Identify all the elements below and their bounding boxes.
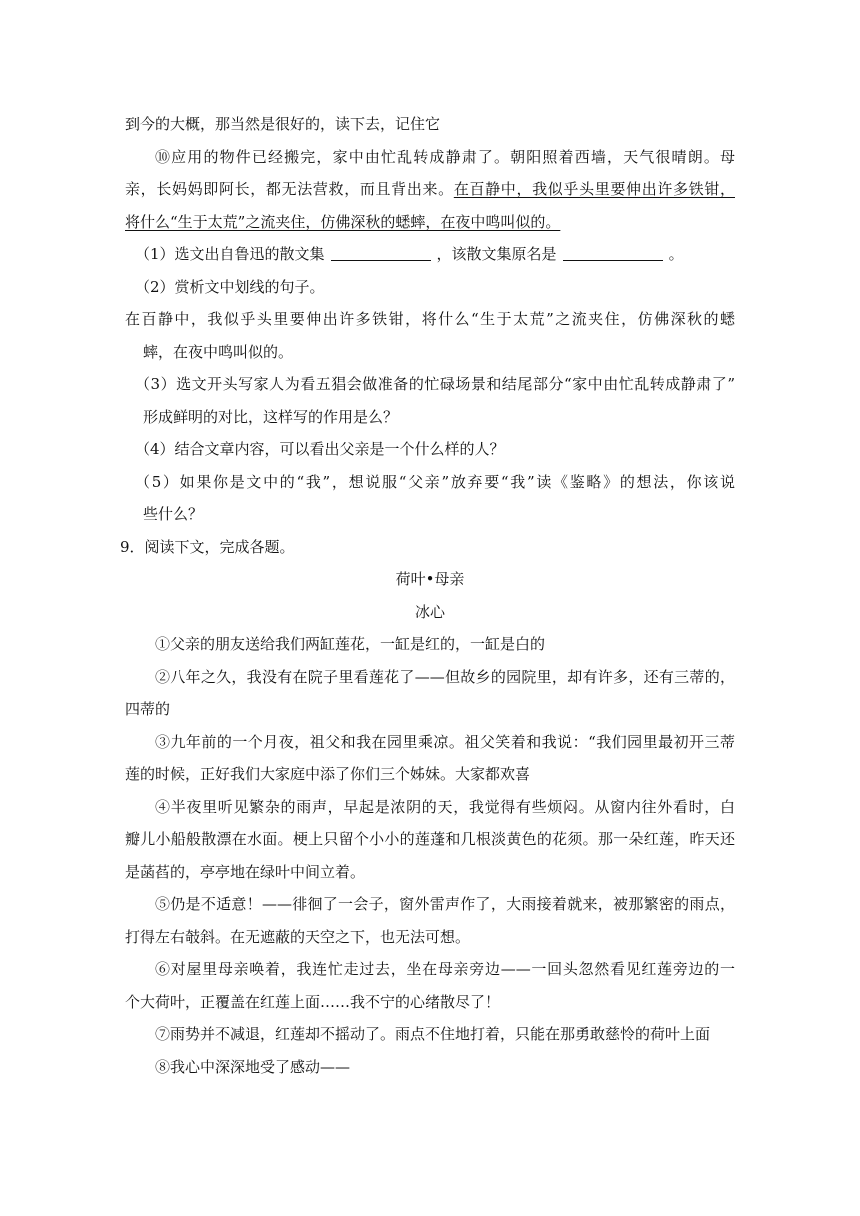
paragraph-text: 打得左右攲斜。在无遮蔽的天空之下，也无法可想。 <box>125 927 471 946</box>
paragraph-line <box>125 1018 735 1051</box>
article-paragraph <box>125 888 735 953</box>
paragraph-line <box>125 693 735 726</box>
question-text: （1）选文出自鲁迅的散文集 <box>135 245 325 263</box>
paragraph-text: 个大荷叶，正覆盖在红莲上面……我不宁的心绪散尽了！ <box>125 992 501 1011</box>
paragraph-text: 半夜里听见繁杂的雨声，早起是浓阴的天，我觉得有些烦闷。从窗内往外看时，白 <box>170 797 735 816</box>
paragraph-line <box>125 791 735 824</box>
passage-line: 到今的大概，那当然是很好的，读下去，记住它 <box>125 115 441 133</box>
paragraph-text: 亲，长妈妈即阿长，都无法营救，而且背出来。 <box>125 180 454 198</box>
article-body <box>125 628 735 1083</box>
paragraph-text: 八年之久，我没有在院子里看莲花了——但故乡的园院里，却有许多，还有三蒂的， <box>170 667 735 686</box>
paragraph-marker: ⑥ <box>155 960 171 978</box>
paragraph-text: 九年前的一个月夜，祖父和我在园里乘凉。祖父笑着和我说：“我们园里最初开三蒂 <box>170 732 735 751</box>
paragraph-marker: ⑩ <box>155 147 172 166</box>
paragraph-marker: ③ <box>155 732 171 751</box>
article-paragraph <box>125 726 735 791</box>
paragraph-text: 四蒂的 <box>125 700 171 718</box>
paragraph-text: 仍是不适意！——徘徊了一会子，窗外雷声作了，大雨接着就来，被那繁密的雨点， <box>170 895 735 913</box>
article-paragraph <box>125 661 735 726</box>
quoted-sentence: 在百静中，我似乎头里要伸出许多铁钳，将什么“生于太荒”之流夹住，仿佛深秋的蟋 <box>125 310 735 328</box>
paragraph-marker: ⑤ <box>155 895 171 913</box>
paragraph-text: 应用的物件已经搬完，家中由忙乱转成静肃了。朝阳照着西墙，天气很晴朗。母 <box>171 147 735 166</box>
article-paragraph <box>125 953 735 1018</box>
paragraph-line <box>125 758 735 791</box>
paragraph-text: 对屋里母亲唤着，我连忙走过去，坐在母亲旁边——一回头忽然看见红莲旁边的一 <box>170 960 735 978</box>
question-3: （3）选文开头写家人为看五猖会做准备的忙碌场景和结尾部分“家中由忙乱转成静肃了” <box>135 375 735 393</box>
article-paragraph <box>125 1018 735 1051</box>
paragraph-line <box>125 726 735 759</box>
paragraph-line <box>125 823 735 856</box>
paragraph-line <box>125 888 735 921</box>
paragraph-line <box>125 628 735 661</box>
underlined-sentence: 在百静中，我似乎头里要伸出许多铁钳， <box>453 180 735 198</box>
question-3-continued: 形成鲜明的对比，这样写的作用是么？ <box>143 407 399 426</box>
paragraph-line <box>125 986 735 1019</box>
article-paragraph <box>125 791 735 889</box>
paragraph-line <box>125 921 735 954</box>
question-1 <box>125 238 735 271</box>
paragraph-marker: ① <box>155 635 171 653</box>
paragraph-marker: ④ <box>155 797 171 816</box>
paragraph-10 <box>125 141 735 239</box>
question-5-continued: 些什么？ <box>143 505 204 523</box>
quoted-sentence: 蟀，在夜中鸣叫似的。 <box>143 342 294 361</box>
answer-blank[interactable] <box>563 245 663 261</box>
question-5: （5）如果你是文中的“我”，想说服“父亲”放弃要“我”读《鉴略》的想法，你该说 <box>135 472 735 491</box>
paragraph-line <box>125 206 735 239</box>
paragraph-marker: ⑧ <box>155 1057 171 1076</box>
paragraph-line <box>125 856 735 889</box>
paragraph-line <box>125 661 735 694</box>
paragraph-line <box>125 1051 735 1084</box>
paragraph-line <box>125 173 735 206</box>
question-2: （2）赏析文中划线的句子。 <box>135 277 325 296</box>
page-content <box>120 108 735 1083</box>
paragraph-text: 雨势并不减退，红莲却不摇动了。雨点不住地打着，只能在那勇敢慈怜的荷叶上面 <box>170 1025 711 1043</box>
article-paragraph <box>125 628 735 661</box>
question-4: （4）结合文章内容，可以看出父亲是一个什么样的人？ <box>135 440 505 458</box>
section-heading: 9．阅读下文，完成各题。 <box>120 537 295 556</box>
paragraph-text: 是菡萏的，亭亭地在绿叶中间立着。 <box>125 862 366 881</box>
paragraph-marker: ② <box>155 667 171 686</box>
article-author: 冰心 <box>414 602 445 621</box>
paragraph-text: 我心中深深地受了感动—— <box>170 1057 351 1076</box>
question-text: ，该散文集原名是 <box>436 245 557 263</box>
paragraph-text: 父亲的朋友送给我们两缸莲花，一缸是红的，一缸是白的 <box>170 635 546 653</box>
paragraph-line <box>125 141 735 174</box>
paragraph-line <box>125 953 735 986</box>
paragraph-text: 莲的时候，正好我们大家庭中添了你们三个姊妹。大家都欢喜 <box>125 765 531 783</box>
article-paragraph <box>125 1051 735 1084</box>
answer-blank[interactable] <box>331 245 431 261</box>
question-text: 。 <box>668 245 684 263</box>
paragraph-marker: ⑦ <box>155 1025 171 1043</box>
underlined-sentence: 将什么“生于太荒”之流夹住，仿佛深秋的蟋蟀，在夜中鸣叫似的。 <box>125 212 561 231</box>
article-title: 荷叶•母亲 <box>395 570 465 588</box>
paragraph-text: 瓣儿小船般散漂在水面。梗上只留个小小的莲蓬和几根淡黄色的花须。那一朵红莲，昨天还 <box>125 830 735 848</box>
